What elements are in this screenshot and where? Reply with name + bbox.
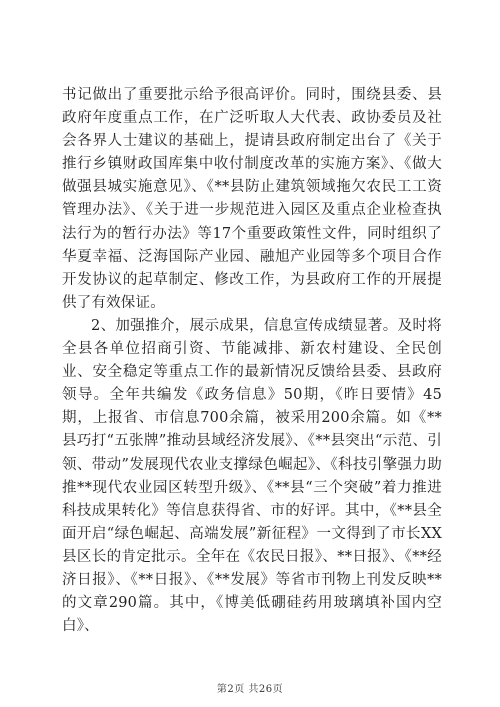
paragraph-1: 书记做出了重要批示给予很高评价。同时，围绕县委、县政府年度重点工作，在广泛听取人大代表、政协委员及社会各界人士建议的基础上，提请县政府制定出台了《关于推行乡镇财政国库集中收付制度改革的实施方案》、《做大做强县城实施意见》、《**县防止建筑领域拖欠农民工工资管理办法》、《关于进一步规范进入园区及重点企业检查执法行为的暂行办法》等17个重要政策性文件，同时组织了华夏幸福、泛海国际产业园、融旭产业园等多个项目合作开发协议的起草制定、修改工作，为县政府工作的开展提供了有效保证。: [62, 87, 442, 311]
page-footer: 第2页 共26页: [216, 684, 284, 695]
paragraph-2: 2、加强推介，展示成果，信息宣传成绩显著。及时将全县各单位招商引资、节能减排、新农村建设、全民创业、安全稳定等重点工作的最新情况反馈给县委、县政府领导。全年共编发《政务信息》50期，《昨日要情》45期，上报省、市信息700余篇，被采用200余篇。如《**县巧打“五张牌”推动县域经济发展》、《**县突出“示范、引领、带动”发展现代农业支撑绿色崛起》、《科技引擎强力助推**现代农业园区转型升级》、《**县“三个突破”着力推进科技成果转化》等信息获得省、市的好评。其中，《**县全面开启“绿色崛起、高端发展”新征程》一文得到了市长XX县区长的肯定批示。全年在《农民日报》、**日报》、《**经济日报》、《**日报》、《**发展》等省市刊物上刊发反映**的文章290篇。其中，《博美低硼硅药用玻璃填补国内空白》、: [62, 317, 442, 635]
document-body: [62, 84, 442, 638]
